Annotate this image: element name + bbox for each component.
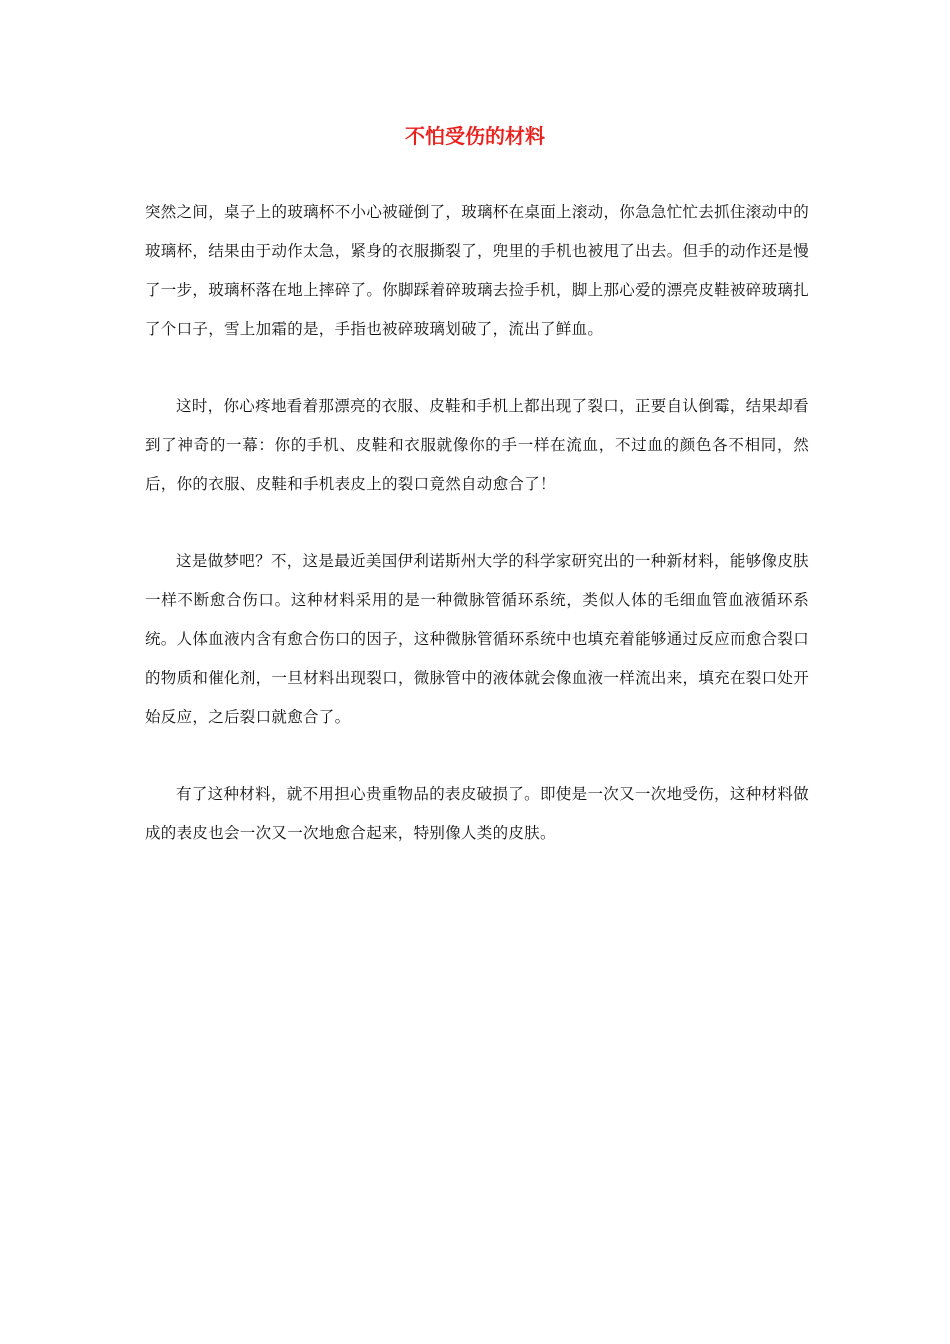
document-title: 不怕受伤的材料 [405,124,545,148]
paragraph-4: 有了这种材料，就不用担心贵重物品的表皮破损了。即使是一次又一次地受伤，这种材料做成的表皮也会一次又一次地愈合起来，特别像人类的皮肤。 [145,785,809,842]
document-body [145,193,809,891]
paragraph-1: 突然之间，桌子上的玻璃杯不小心被碰倒了，玻璃杯在桌面上滚动，你急急忙忙去抓住滚动中的玻璃杯，结果由于动作太急，紧身的衣服撕裂了，兜里的手机也被甩了出去。但手的动作还是慢了一步，玻璃杯落在地上摔碎了。你脚踩着碎玻璃去捡手机，脚上那心爱的漂亮皮鞋被碎玻璃扎了个口子，雪上加霜的是，手指也被碎玻璃划破了，流出了鲜血。 [145,203,809,338]
paragraph-3: 这是做梦吧？不，这是最近美国伊利诺斯州大学的科学家研究出的一种新材料，能够像皮肤一样不断愈合伤口。这种材料采用的是一种微脉管循环系统，类似人体的毛细血管血液循环系统。人体血液内含有愈合伤口的因子，这种微脉管循环系统中也填充着能够通过反应而愈合裂口的物质和催化剂，一旦材料出现裂口，微脉管中的液体就会像血液一样流出来，填充在裂口处开始反应，之后裂口就愈合了。 [145,552,809,726]
paragraph-2: 这时，你心疼地看着那漂亮的衣服、皮鞋和手机上都出现了裂口，正要自认倒霉，结果却看到了神奇的一幕：你的手机、皮鞋和衣服就像你的手一样在流血，不过血的颜色各不相同，然后，你的衣服、皮鞋和手机表皮上的裂口竟然自动愈合了！ [145,397,809,493]
